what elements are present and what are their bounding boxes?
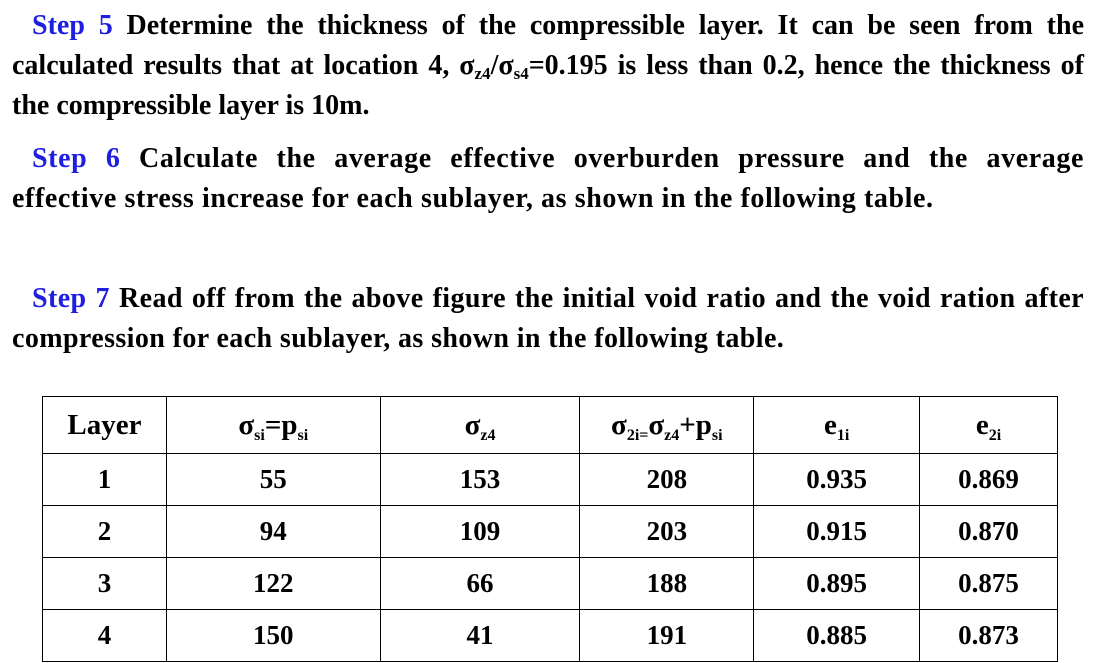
table-cell: 0.869 <box>920 454 1058 506</box>
table-cell: 150 <box>166 610 380 662</box>
step7-label: Step 7 <box>32 283 110 314</box>
step5-text-b: /σ <box>490 50 514 81</box>
step5-text-a: Determine the thickness of the compressible layer. It can be seen from the calculated results that at location 4, σ <box>12 10 1084 81</box>
table-cell: 3 <box>43 558 167 610</box>
table-row <box>43 506 1058 558</box>
table-cell: 4 <box>43 610 167 662</box>
step6-text: Calculate the average effective overburden pressure and the average effective stress increase for each sublayer, as shown in the following table. <box>12 143 1084 214</box>
header-sigma-si: $\sigma_{si}=p_{si}$ <box>166 397 380 454</box>
table-cell: 0.915 <box>754 506 920 558</box>
step6-paragraph <box>12 139 1084 219</box>
step5-label: Step 5 <box>32 10 113 41</box>
step5-sub-a: z4 <box>474 64 491 83</box>
table-cell: 203 <box>580 506 754 558</box>
table-cell: 41 <box>380 610 580 662</box>
table-cell: 0.895 <box>754 558 920 610</box>
table-cell: 55 <box>166 454 380 506</box>
table-cell: 94 <box>166 506 380 558</box>
step5-text-c: =0.195 is less than 0.2, hence the thickness of the compressible layer is 10m. <box>12 50 1084 121</box>
step5-sub-b: s4 <box>513 64 529 83</box>
step6-label: Step 6 <box>32 143 121 174</box>
step7-text: Read off from the above figure the initial void ratio and the void ration after compression for each sublayer, as shown in the following table. <box>12 283 1085 354</box>
table-cell: 0.875 <box>920 558 1058 610</box>
table-cell: 208 <box>580 454 754 506</box>
table-cell: 0.935 <box>754 454 920 506</box>
table-cell: 66 <box>380 558 580 610</box>
table-header-row <box>43 397 1058 454</box>
table-row <box>43 610 1058 662</box>
table-row <box>43 454 1058 506</box>
table-row <box>43 558 1058 610</box>
table-cell: 191 <box>580 610 754 662</box>
table-cell: 153 <box>380 454 580 506</box>
header-e1i: $e_{1i}$ <box>754 397 920 454</box>
step5-paragraph <box>12 6 1084 126</box>
table-cell: 109 <box>380 506 580 558</box>
header-sigma-2i: $\sigma_{2i=}\sigma_{z4}+p_{si}$ <box>580 397 754 454</box>
table-cell: 0.885 <box>754 610 920 662</box>
sublayer-table <box>42 396 1058 662</box>
table-cell: 188 <box>580 558 754 610</box>
step7-paragraph <box>12 279 1084 359</box>
table-cell: 0.873 <box>920 610 1058 662</box>
header-layer: Layer <box>43 397 167 454</box>
table-cell: 1 <box>43 454 167 506</box>
table-cell: 0.870 <box>920 506 1058 558</box>
table-cell: 122 <box>166 558 380 610</box>
header-e2i: $e_{2i}$ <box>920 397 1058 454</box>
header-sigma-z4: $\sigma_{z4}$ <box>380 397 580 454</box>
table-cell: 2 <box>43 506 167 558</box>
